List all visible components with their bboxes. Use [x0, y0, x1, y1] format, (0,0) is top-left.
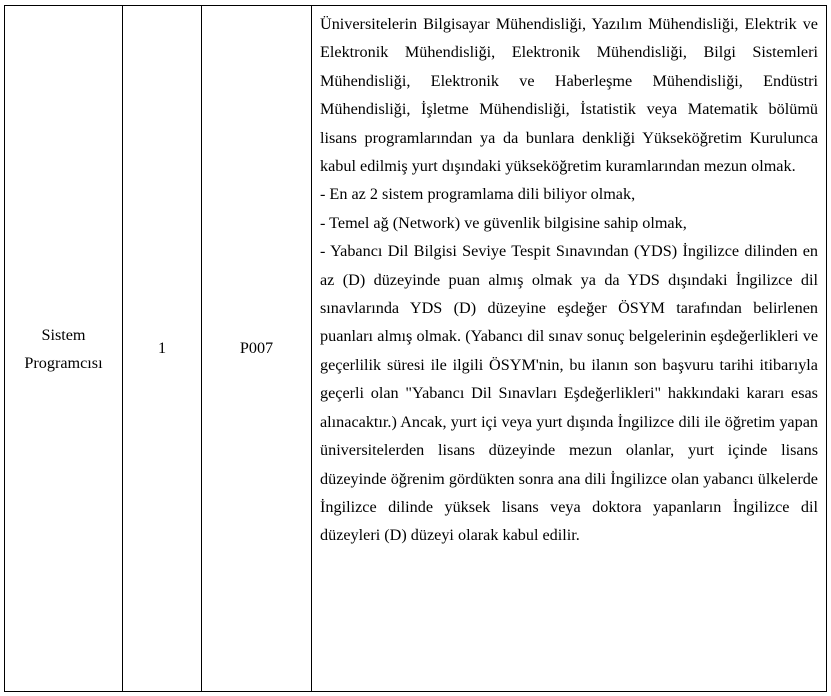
requirements-cell — [312, 6, 827, 692]
requirement-item: - Yabancı Dil Bilgisi Seviye Tespit Sınavından (YDS) İngilizce dilinden en az (D) düzeyinde puan almış olmak ya da YDS dışındaki İngilizce dil sınavlarında YDS (D) düzeyine eşdeğer ÖSYM tarafından belirlenen puanları almış olmak. (Yabancı dil sınav sonuç belgelerinin eşdeğerlikleri ve geçerlilik süresi ile ilgili ÖSYM'nin, bu ilanın son başvuru tarihi itibarıyla geçerli olan "Yabancı Dil Sınavları Eşdeğerlikleri" hakkındaki kararı esas alınacaktır.) Ancak, yurt içi veya yurt dışında İngilizce dili ile öğretim yapan üniversitelerden lisans düzeyinde mezun olanlar, yurt içinde lisans düzeyinde öğrenim gördükten sonra ana dili İngilizce olan yabancı ülkelerde İngilizce dilinde yüksek lisans veya doktora yapanların İngilizce dil düzeyleri (D) düzeyi olarak kabul edilir. — [320, 242, 818, 545]
requirement-item: - En az 2 sistem programlama dili biliyor olmak, — [320, 185, 636, 204]
position-title: Sistem Programcısı — [24, 325, 103, 372]
position-count: 1 — [157, 339, 167, 357]
requirements-table — [4, 5, 827, 692]
table-row — [5, 6, 827, 692]
requirement-item: - Temel ağ (Network) ve güvenlik bilgisine sahip olmak, — [320, 213, 687, 232]
education-requirement: Üniversitelerin Bilgisayar Mühendisliği, Yazılım Mühendisliği, Elektrik ve Elektronik Mühendisliği, Elektronik Mühendisliği, Bilgi Sistemleri Mühendisliği, Elektronik ve Haberleşme Mühendisliği, Endüstri Mühendisliği, İşletme Mühendisliği, İstatistik veya Matematik bölümü lisans programlarından ya da bunlara denkliği Yükseköğretim Kurulunca kabul edilmiş yurt dışındaki yükseköğretim kuramlarından mezun olmak. — [320, 15, 818, 176]
position-code-cell — [202, 6, 312, 692]
position-count-cell — [123, 6, 202, 692]
position-title-cell — [5, 6, 123, 692]
position-code: P007 — [239, 339, 274, 357]
